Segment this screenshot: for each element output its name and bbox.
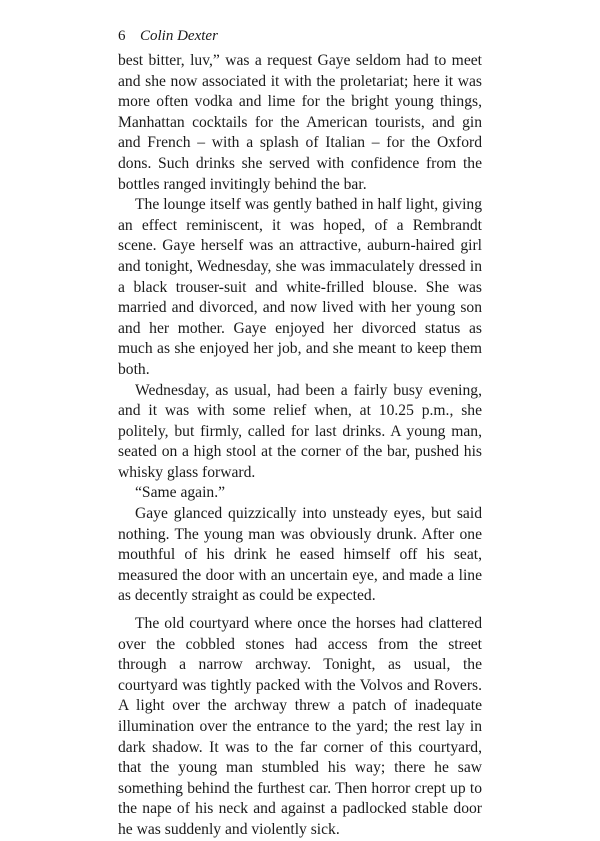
paragraph-5: Gaye glanced quizzically into unsteady eyes, but said nothing. The young man was obviously drunk. After one mouthful of his drink he eased himself off his seat, measured the door with an uncertain eye, and made a line as decently straight as could be expected.: [118, 505, 482, 605]
running-head: [118, 26, 482, 46]
paragraph-3: Wednesday, as usual, had been a fairly busy evening, and it was with some relief when, at 10.25 p.m., she politely, but firmly, called for last drinks. A young man, seated on a high stool at the corner of the bar, pushed his whisky glass forward.: [118, 381, 482, 481]
paragraph-1: best bitter, luv,” was a request Gaye seldom had to meet and she now associated it with the proletariat; here it was more often vodka and lime for the bright young things, Manhattan cocktails for the American tourists, and gin and French – with a splash of Italian – for the Oxford dons. Such drinks she served with confidence from the bottles ranged invitingly behind the bar.: [118, 52, 482, 193]
page-number: 6: [118, 28, 126, 44]
running-title: Colin Dexter: [140, 28, 218, 44]
body-text: [118, 51, 482, 841]
paragraph-2: The lounge itself was gently bathed in half light, giving an effect reminiscent, it was hoped, of a Rembrandt scene. Gaye herself was an attractive, auburn-haired girl and tonight, Wednesday, she was immaculately dressed in a black trouser-suit and white-frilled blouse. She was married and divorced, and now lived with her young son and her mother. Gaye enjoyed her divorced status as much as she enjoyed her job, and she meant to keep them both.: [118, 196, 482, 378]
paragraph-4: “Same again.”: [135, 484, 226, 502]
paragraph-6: The old courtyard where once the horses had clattered over the cobbled stones had access from the street through a narrow archway. Tonight, as usual, the courtyard was tightly packed with the Volvos and Rovers. A light over the archway threw a patch of inadequate illumination over the entrance to the yard; the rest lay in dark shadow. It was to the far corner of this courtyard, that the young man stumbled his way; there he saw something behind the furthest car. Then horror crept up to the nape of his neck and against a padlocked stable door he was suddenly and violently sick.: [118, 615, 482, 838]
book-page: [118, 26, 482, 841]
